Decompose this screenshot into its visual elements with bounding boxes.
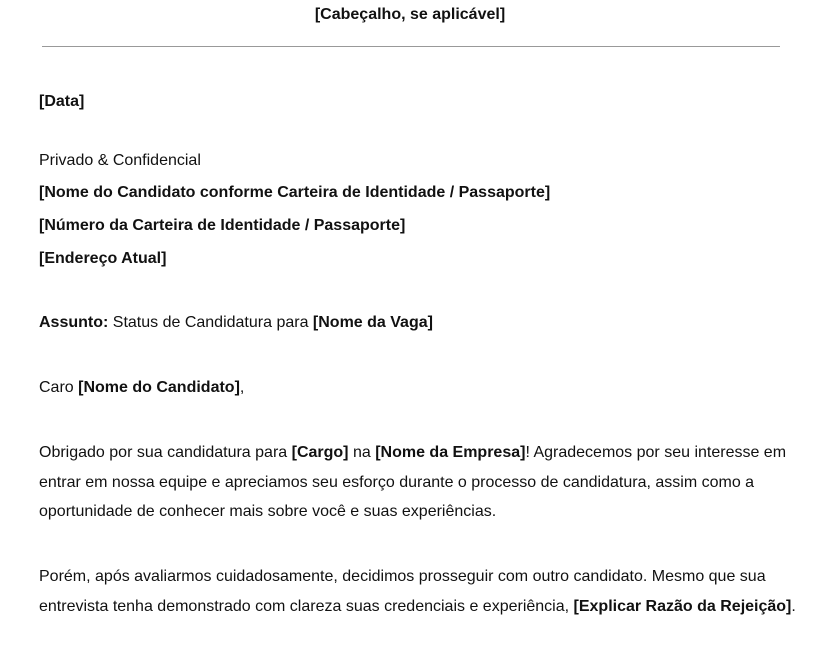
header-divider [42, 46, 780, 47]
salutation [39, 377, 244, 399]
candidate-name-id-field: [Nome do Candidato conforme Carteira de Identidade / Passaporte] [39, 184, 551, 201]
confidential-label: Privado & Confidencial [39, 152, 201, 169]
rejection-reason-field: [Explicar Razão da Rejeição] [573, 597, 792, 615]
salutation-text: Caro [39, 379, 79, 396]
subject-text: Status de Candidatura para [108, 314, 313, 331]
document-header: [Cabeçalho, se aplicável] [314, 6, 506, 23]
candidate-name-field: [Nome do Candidato] [78, 379, 240, 396]
subject-line [39, 312, 433, 334]
job-name-field: [Nome da Vaga] [312, 314, 433, 331]
subject-label: Assunto: [39, 314, 109, 331]
company-name-field: [Nome da Empresa] [375, 444, 526, 461]
paragraph1-text-2: na [348, 444, 376, 461]
position-field: [Cargo] [291, 444, 349, 461]
thank-you-paragraph [39, 438, 799, 527]
paragraph2-text-2: . [791, 597, 796, 615]
id-number-field: [Número da Carteira de Identidade / Passaporte] [39, 217, 406, 234]
rejection-paragraph [39, 562, 799, 621]
salutation-end: , [239, 379, 245, 396]
paragraph1-text-1: Obrigado por sua candidatura para [39, 444, 292, 461]
address-field: [Endereço Atual] [39, 250, 167, 267]
paragraph1-text-3: ! Agradecemos por seu interesse em entrar em nossa equipe e apreciamos seu esforço durante o processo de candidatura, assim como a oportunidade de conhecer mais sobre você e suas experiências. [39, 444, 787, 520]
paragraph2-text-1: Porém, após avaliarmos cuidadosamente, decidimos prosseguir com outro candidato. Mesmo que sua entrevista tenha demonstrado com clareza suas credenciais e experiência, [39, 568, 766, 615]
date-field: [Data] [39, 93, 85, 110]
